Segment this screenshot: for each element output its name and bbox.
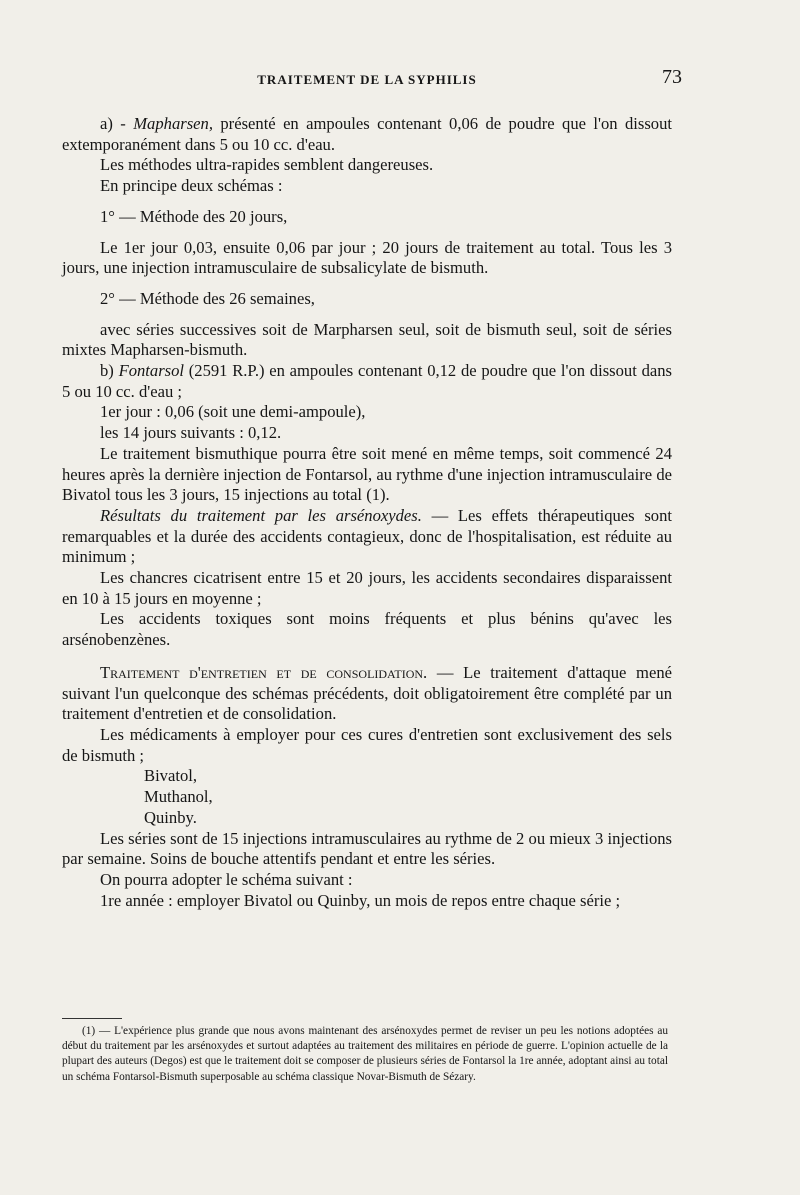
paragraph: Les séries sont de 15 injections intramusculaires au rythme de 2 ou mieux 3 injections par semaine. Soins de bouche attentifs pendant et entre les séries. [62,828,672,869]
section-heading-results: Résultats du traitement par les arsénoxydes. [100,505,422,525]
method-heading-20-days: 1° — Méthode des 20 jours, [100,206,288,226]
drug-list-item: Muthanol, [144,787,213,807]
paragraph: On pourra adopter le schéma suivant : [100,869,353,889]
item-label-a: a) - [100,114,134,133]
section-heading-maintenance: Traitement d'entretien et de consolidation. [100,662,428,682]
item-label-b: b) [100,361,119,381]
paragraph-text: (2591 R.P.) en ampoules contenant 0,12 de poudre que l'on dissout dans 5 ou 10 cc. d'eau ; [62,361,672,401]
paragraph: En principe deux schémas : [100,176,283,196]
running-header [62,66,682,94]
page-number: 73 [662,66,682,88]
paragraph: 1er jour : 0,06 (soit une demi-ampoule), [100,402,366,422]
paragraph: Les méthodes ultra-rapides semblent dangereuses. [100,155,434,175]
footnote-rule [62,1018,122,1019]
paragraph-fontarsol [62,361,672,402]
main-text [62,114,672,911]
paragraph-mapharsen [62,114,672,155]
method-heading-26-weeks: 2° — Méthode des 26 semaines, [100,288,315,308]
drug-list-item: Bivatol, [144,766,198,786]
paragraph-text: — Le traitement d'attaque mené suivant l'un quelconque des schémas précédents, doit obligatoirement être complété par un traitement d'entretien et de consolidation. [62,662,672,724]
paragraph: 1re année : employer Bivatol ou Quinby, un mois de repos entre chaque série ; [100,890,621,910]
paragraph-maintenance [62,663,672,725]
paragraph: Les médicaments à employer pour ces cures d'entretien sont exclusivement des sels de bismuth ; [62,724,672,765]
drug-list-item: Quinby. [144,807,197,827]
paragraph-text: présenté en ampoules contenant 0,06 de poudre que l'on dissout extemporanément dans 5 ou 10 cc. d'eau. [62,114,672,154]
drug-name-mapharsen: Mapharsen, [133,114,213,133]
paragraph: Le traitement bismuthique pourra être soit mené en même temps, soit commencé 24 heures après la dernière injection de Fontarsol, au rythme d'une injection intramusculaire de Bivatol tous les 3 jours, 15 injections au total (1). [62,443,672,505]
footnote-text: (1) — L'expérience plus grande que nous avons maintenant des arsénoxydes permet de reviser un peu les notions adoptées au début du traitement par les arsénoxydes et surtout adaptées au traitement des militaires en période de guerre. L'opinion actuelle de la plupart des auteurs (Degos) est que le traitement doit se composer de plusieurs séries de Fontarsol la 1re année, adoptant ainsi au total un schéma Fontarsol-Bismuth superposable au schéma classique Novar-Bismuth de Sézary. [62,1025,668,1083]
footnote [62,1024,668,1085]
paragraph: Les accidents toxiques sont moins fréquents et plus bénins qu'avec les arsénobenzènes. [62,609,672,650]
paragraph: Les chancres cicatrisent entre 15 et 20 jours, les accidents secondaires disparaissent en 10 à 15 jours en moyenne ; [62,568,672,608]
paragraph: Le 1er jour 0,03, ensuite 0,06 par jour ; 20 jours de traitement au total. Tous les 3 jours, une injection intramusculaire de subsalicylate de bismuth. [62,237,672,278]
paragraph-results [62,506,672,568]
drug-name-fontarsol: Fontarsol [118,361,185,381]
paragraph-text: — Les effets thérapeutiques sont remarquables et la durée des accidents contagieux, donc de l'hospitalisation, est réduite au minimum ; [62,505,672,567]
paragraph: les 14 jours suivants : 0,12. [100,423,282,443]
running-title: TRAITEMENT DE LA SYPHILIS [257,72,477,87]
paragraph: avec séries successives soit de Marpharsen seul, soit de bismuth seul, soit de séries mixtes Mapharsen-bismuth. [62,319,672,360]
